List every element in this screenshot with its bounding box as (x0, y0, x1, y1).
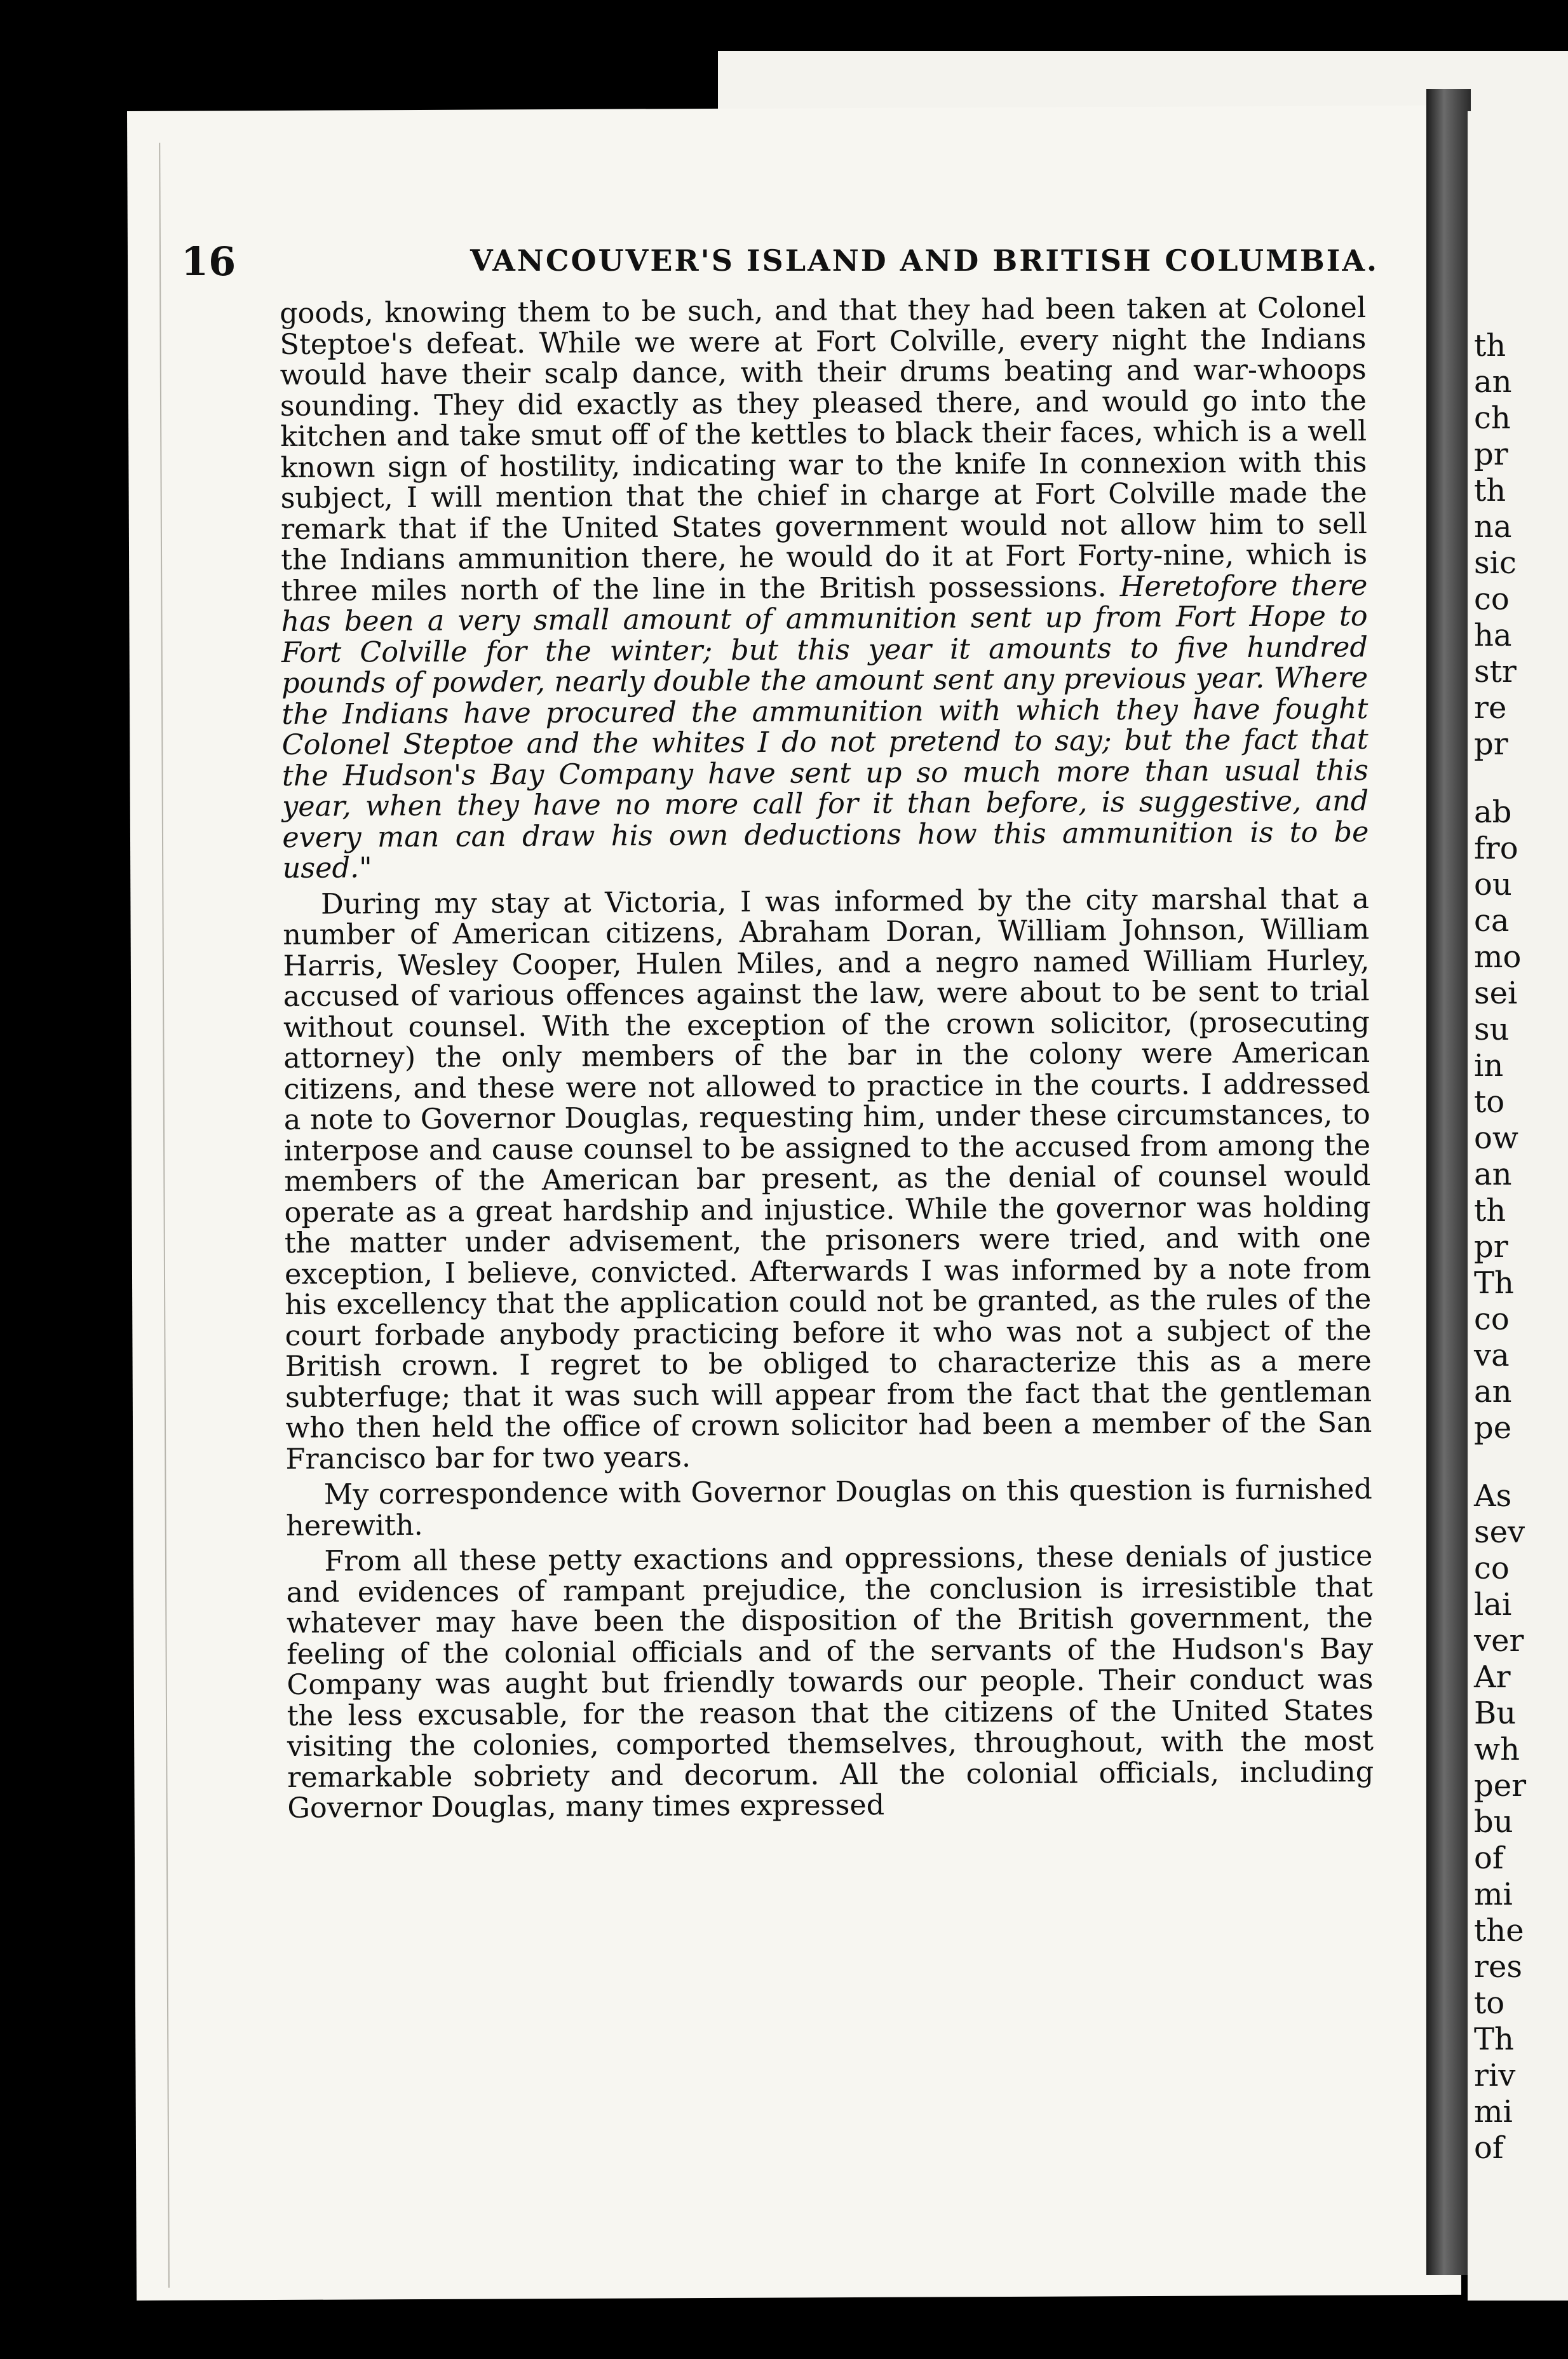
paragraph-1-text: goods, knowing them to be such, and that they had been taken at Colonel Steptoe's defeat. While we were at Fort Colville, every night the Indians would have their scalp dance, with their drums beating and war-whoops sounding. They did exactly as they pleased there, and would go into the kitchen and take smut off of the kettles to black their faces, which is a well known sign of hostility, indicating war to the knife In connexion with this subject, I will mention that the chief in charge at Fort Colville made the remark that if the United States government would not allow him to sell the Indians ammunition there, he would do it at Fort Forty-nine, which is three miles north of the line in the British possessions. (279, 292, 1368, 608)
facing-page-fragment-line: ou (1474, 867, 1512, 902)
facing-page-fragment-line: Bu (1474, 1696, 1517, 1731)
facing-page-fragment (1468, 111, 1568, 2301)
facing-page-fragment-line: the (1474, 1913, 1524, 1948)
facing-page-fragment-line: per (1474, 1768, 1527, 1804)
facing-page-fragment-line: ab (1474, 794, 1512, 830)
facing-page-fragment-line: wh (1474, 1732, 1520, 1767)
paragraph-1 (280, 293, 1369, 884)
facing-page-fragment-line: riv (1474, 2058, 1516, 2093)
facing-page-fragment-line: ca (1474, 903, 1510, 939)
facing-page-fragment-line: th (1474, 1193, 1506, 1228)
facing-page-fragment-line: na (1474, 509, 1512, 545)
facing-page-fragment-line: pr (1474, 437, 1508, 472)
facing-page-fragment-line: sev (1474, 1514, 1525, 1550)
running-head (181, 238, 1426, 296)
facing-page-fragment-line: ow (1474, 1120, 1518, 1156)
facing-page-fragment-line: ver (1474, 1623, 1524, 1659)
paragraph-3: My correspondence with Governor Douglas on this question is furnished herewith. (285, 1473, 1372, 1542)
facing-page-fragment-line: Ar (1474, 1659, 1511, 1695)
facing-page-fragment-line: mi (1474, 1877, 1513, 1912)
facing-page-fragment-line: su (1474, 1012, 1510, 1047)
facing-page-fragment-line: of (1474, 2130, 1504, 2166)
facing-page-fragment-line: Th (1474, 1265, 1514, 1301)
facing-page-fragment-line: to (1474, 1084, 1505, 1120)
page-number: 16 (181, 238, 236, 285)
book-gutter (1426, 89, 1471, 2275)
facing-page-fragment-line: co (1474, 581, 1510, 617)
facing-page-fragment-line: th (1474, 473, 1506, 508)
facing-page-fragment-line: ch (1474, 400, 1511, 436)
facing-page-fragment-line: As (1474, 1478, 1512, 1514)
facing-page-fragment-line: sei (1474, 976, 1518, 1011)
facing-page-fragment-line: ha (1474, 618, 1512, 653)
facing-page-fragment-line: to (1474, 1985, 1505, 2021)
facing-page-fragment-line: fro (1474, 831, 1518, 866)
facing-page-fragment-line: Th (1474, 2022, 1514, 2057)
facing-page-fragment-line: an (1474, 1157, 1512, 1192)
facing-page-fragment-line: res (1474, 1949, 1522, 1985)
facing-page-fragment-line: co (1474, 1302, 1510, 1337)
facing-page-fragment-line: an (1474, 364, 1512, 400)
facing-page-fragment-line: mi (1474, 2094, 1513, 2130)
paragraph-1-italic-quote: Heretofore there has been a very small amount of ammunition sent up from Fort Hope to Fort Colville for the winter; but this year it amounts to five hundred pounds of powder, nearly double the amount sent any previous year. Where the Indians have procured the ammunition with which they have fought Colonel Steptoe and the whites I do not pretend to say; but the fact that the Hudson's Bay Company have sent up so much more than usual this year, when they have no more call for it than before, is suggestive, and every man can draw his own deductions how this ammunition is to be used." (281, 569, 1369, 885)
facing-page-fragment-line: pe (1474, 1410, 1512, 1446)
paragraph-4: From all these petty exactions and oppressions, these denials of justice and evidences of rampant prejudice, the conclusion is irresistible that whatever may have been the disposition of the British government, the feeling of the colonial officials and of the servants of the Hudson's Bay Company was aught but friendly towards our people. Their conduct was the less excusable, for the reason that the citizens of the United States visiting the colonies, comported themselves, throughout, with the most remarkable sobriety and decorum. All the colonial officials, including Governor Douglas, many times expressed (286, 1540, 1374, 1825)
facing-page-fragment-line: pr (1474, 726, 1508, 762)
facing-page-fragment-line: sic (1474, 545, 1517, 581)
facing-page-fragment-line: mo (1474, 939, 1522, 975)
facing-page-fragment-line: pr (1474, 1229, 1508, 1265)
body-text (280, 293, 1374, 1824)
facing-page-fragment-line: co (1474, 1551, 1510, 1586)
facing-page-fragment-line: of (1474, 1840, 1504, 1876)
facing-page-fragment-line: va (1474, 1338, 1510, 1373)
facing-page-fragment-line: th (1474, 328, 1506, 364)
paragraph-2: During my stay at Victoria, I was informed by the city marshal that a number of American citizens, Abraham Doran, William Johnson, William Harris, Wesley Cooper, Hulen Miles, and a negro named William Hurley, accused of various offences against the law, were about to be sent to trial without counsel. With the exception of the crown solicitor, (prosecuting attorney) the only members of the bar in the colony were American citizens, and these were not allowed to practice in the courts. I addressed a note to Governor Douglas, requesting him, under these circumstances, to interpose and cause counsel to be assigned to the accused from among the members of the American bar present, as the denial of counsel would operate as a great hardship and injustice. While the governor was holding the matter under advisement, the prisoners were tried, and with one exception, I believe, convicted. Afterwards I was informed by a note from his excellency that the application could not be granted, as the rules of the court forbade anybody practicing before it who was not a subject of the British crown. I regret to be obliged to characterize this as a mere subterfuge; that it was such will appear from the fact that the gentleman who then held the office of crown solicitor had been a member of the San Francisco bar for two years. (283, 882, 1372, 1476)
facing-page-fragment-line: bu (1474, 1804, 1513, 1840)
facing-page-fragment-line: in (1474, 1048, 1504, 1084)
facing-page-fragment-line: lai (1474, 1587, 1512, 1622)
facing-page-fragment-line: re (1474, 690, 1507, 726)
facing-page-fragment-line: str (1474, 654, 1517, 690)
running-head-title: VANCOUVER'S ISLAND AND BRITISH COLUMBIA. (470, 243, 1379, 278)
facing-page-fragment-line: an (1474, 1374, 1512, 1410)
